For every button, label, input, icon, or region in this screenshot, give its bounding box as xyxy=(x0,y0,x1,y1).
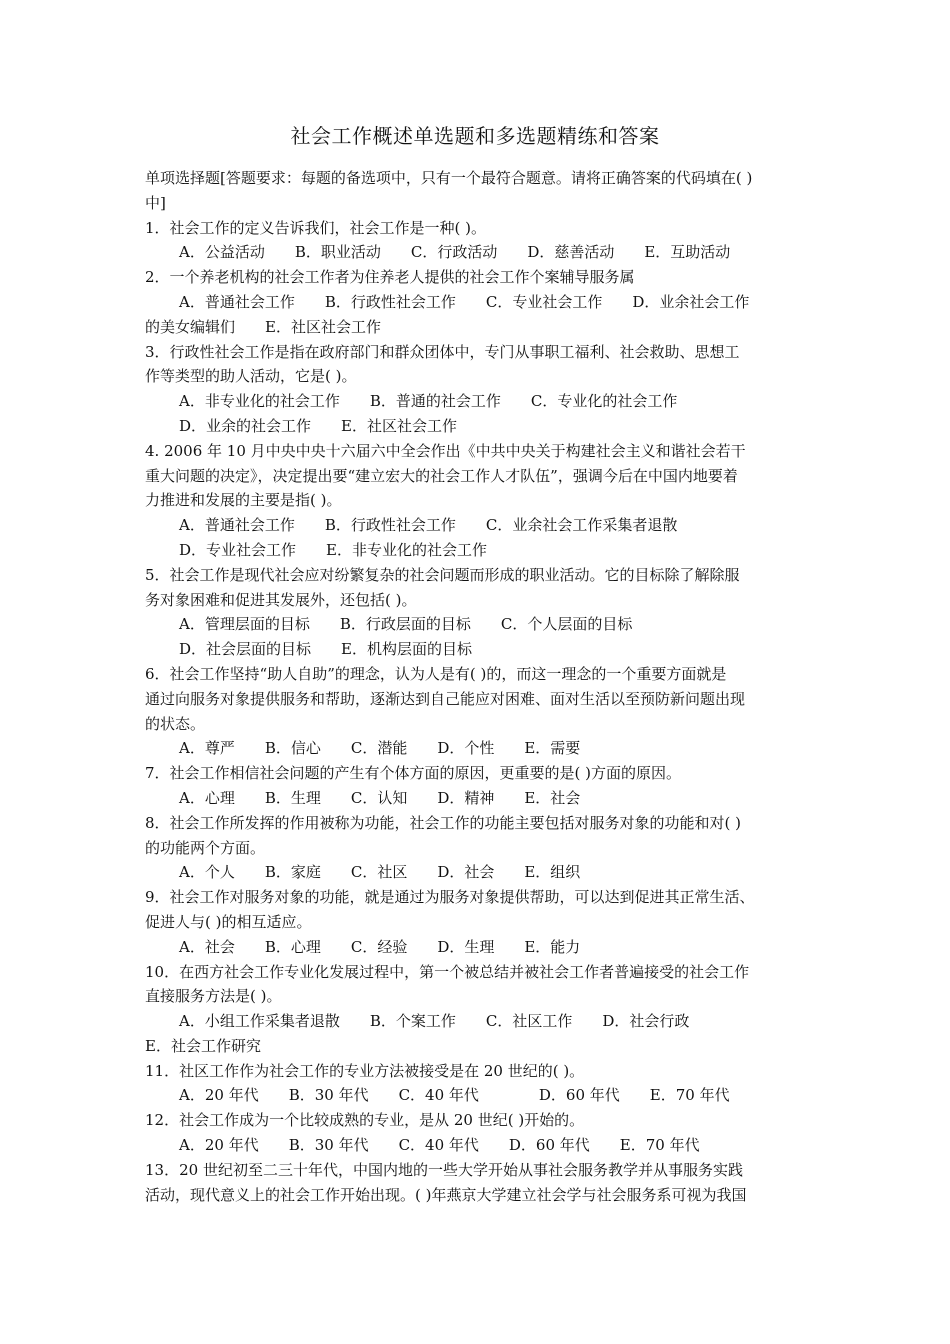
answer-options-line: D．专业社会工作 E．非专业化的社会工作 xyxy=(179,540,487,559)
question-text-line: 1．社会工作的定义告诉我们，社会工作是一种( )。 xyxy=(145,218,487,237)
question-text-line: 7．社会工作相信社会问题的产生有个体方面的原因，更重要的是( )方面的原因。 xyxy=(145,764,682,783)
question-text-line: 11．社区工作作为社会工作的专业方法被接受是在 20 世纪的( )。 xyxy=(145,1061,585,1080)
question-text-line: 12．社会工作成为一个比较成熟的专业，是从 20 世纪( )开始的。 xyxy=(145,1111,585,1130)
question-text-line: 3．行政性社会工作是指在政府部门和群众团体中，专门从事职工福利、社会救助、思想工 xyxy=(145,342,740,361)
question-text-line: 重大问题的决定》，决定提出要“建立宏大的社会工作人才队伍”，强调今后在中国内地要着 xyxy=(145,466,738,485)
answer-options-line: A．普通社会工作 B．行政性社会工作 C．业余社会工作采集者退散 xyxy=(179,516,678,535)
answer-options-line: A．社会 B．心理 C．经验 D．生理 E．能力 xyxy=(179,937,581,956)
question-text-line: 5．社会工作是现代社会应对纷繁复杂的社会问题而形成的职业活动。它的目标除了解除服 xyxy=(145,565,740,584)
answer-options-line: A．尊严 B．信心 C．潜能 D．个性 E．需要 xyxy=(179,739,581,758)
question-text-line: 中] xyxy=(145,193,166,212)
question-text-line: 4. 2006 年 10 月中央中央十六届六中全会作出《中共中央关于构建社会主义和谐社会若干 xyxy=(145,441,746,460)
question-text-line: 活动，现代意义上的社会工作开始出现。( )年燕京大学建立社会学与社会服务系可视为我国 xyxy=(145,1185,747,1204)
question-text-line: 务对象困难和促进其发展外，还包括( )。 xyxy=(145,590,417,609)
question-text-line: 8．社会工作所发挥的作用被称为功能，社会工作的功能主要包括对服务对象的功能和对( ) xyxy=(145,813,742,832)
question-text-line: 通过向服务对象提供服务和帮助，逐渐达到自己能应对困难、面对生活以至预防新问题出现 xyxy=(145,689,746,708)
question-text-line: 直接服务方法是( )。 xyxy=(145,987,282,1006)
question-text-line: 13．20 世纪初至二三十年代，中国内地的一些大学开始从事社会服务教学并从事服务实践 xyxy=(145,1160,743,1179)
answer-options-line: D．业余的社会工作 E．社区社会工作 xyxy=(179,416,457,435)
question-text-line: 10．在西方社会工作专业化发展过程中，第一个被总结并被社会工作者普遍接受的社会工作 xyxy=(145,962,750,981)
answer-options-line: A．个人 B．家庭 C．社区 D．社会 E．组织 xyxy=(179,863,581,882)
question-text-line: 单项选择题[答题要求：每题的备选项中，只有一个最符合题意。请将正确答案的代码填在( ) xyxy=(145,169,753,187)
answer-options-line: A．20 年代 B．30 年代 C．40 年代 D．60 年代 E．70 年代 xyxy=(179,1136,700,1155)
question-text-line: 2．一个养老机构的社会工作者为住养老人提供的社会工作个案辅导服务属 xyxy=(145,268,635,287)
answer-options-line: D．社会层面的目标 E．机构层面的目标 xyxy=(179,640,472,659)
question-text-line: 促进人与( )的相互适应。 xyxy=(145,912,312,931)
question-text-line: 的美女编辑们 E．社区社会工作 xyxy=(145,317,381,336)
question-text-line: 力推进和发展的主要是指( )。 xyxy=(145,491,342,510)
question-text-line: E．社会工作研究 xyxy=(145,1036,261,1055)
answer-options-line: A．普通社会工作 B．行政性社会工作 C．专业社会工作 D．业余社会工作 xyxy=(179,292,750,311)
question-text-line: 的功能两个方面。 xyxy=(145,838,266,857)
question-text-line: 作等类型的助人活动，它是( )。 xyxy=(145,367,357,386)
question-text-line: 的状态。 xyxy=(145,714,206,733)
answer-options-line: A．公益活动 B．职业活动 C．行政活动 D．慈善活动 E．互助活动 xyxy=(179,243,731,262)
answer-options-line: A．非专业化的社会工作 B．普通的社会工作 C．专业化的社会工作 xyxy=(179,392,678,411)
question-text-line: 9．社会工作对服务对象的功能，就是通过为服务对象提供帮助，可以达到促进其正常生活、 xyxy=(145,888,755,907)
document-body xyxy=(145,166,810,1207)
document-title: 社会工作概述单选题和多选题精练和答案 xyxy=(290,124,660,148)
answer-options-line: A．小组工作采集者退散 B．个案工作 C．社区工作 D．社会行政 xyxy=(179,1012,690,1031)
answer-options-line: A．管理层面的目标 B．行政层面的目标 C．个人层面的目标 xyxy=(179,615,633,634)
answer-options-line: A．心理 B．生理 C．认知 D．精神 E．社会 xyxy=(179,788,581,807)
question-text-line: 6．社会工作坚持“助人自助”的理念，认为人是有( )的，而这一理念的一个重要方面就是 xyxy=(145,664,727,683)
answer-options-line: A．20 年代 B．30 年代 C．40 年代 D．60 年代 E．70 年代 xyxy=(179,1086,730,1105)
